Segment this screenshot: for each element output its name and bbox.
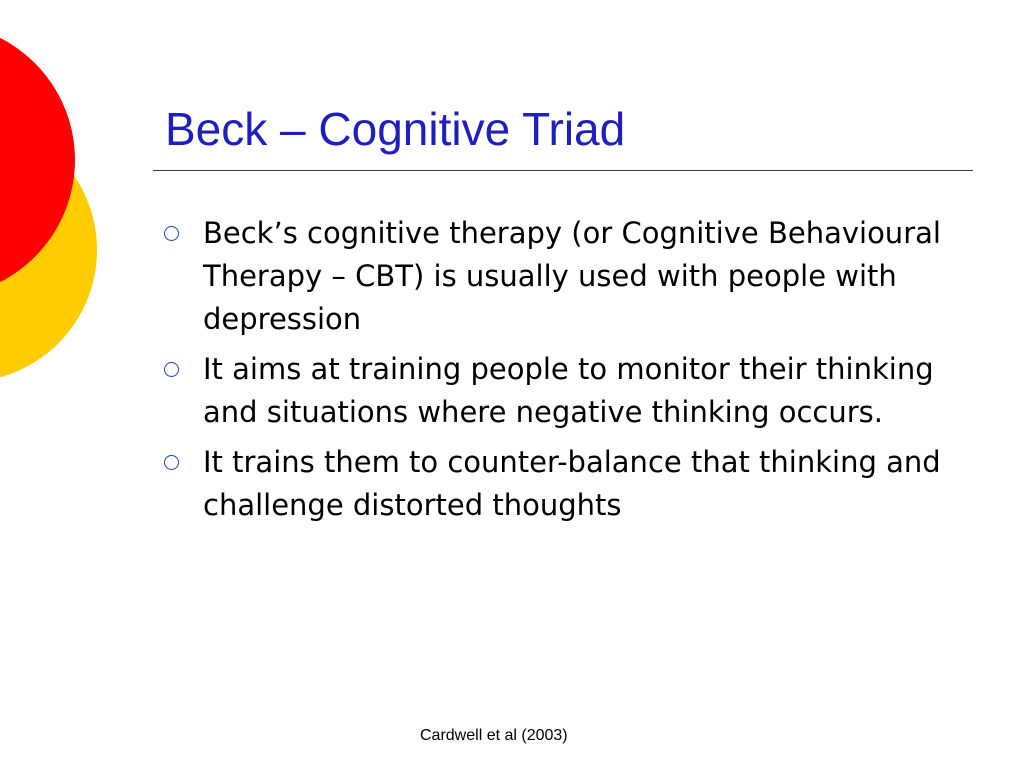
hollow-circle-icon — [164, 226, 179, 241]
bullet-list — [160, 212, 990, 534]
bullet-text: Beck’s cognitive therapy (or Cognitive Behavioural Therapy – CBT) is usually used with people with depression — [203, 216, 941, 336]
hollow-circle-icon — [164, 362, 179, 377]
bullet-item — [160, 212, 990, 341]
citation: Cardwell et al (2003) — [420, 727, 568, 744]
hollow-circle-icon — [164, 455, 179, 470]
bullet-item — [160, 441, 990, 527]
decorative-circles — [0, 0, 110, 410]
bullet-text: It trains them to counter-balance that thinking and challenge distorted thoughts — [203, 445, 941, 522]
bullet-text: It aims at training people to monitor their thinking and situations where negative thinking occurs. — [203, 352, 934, 429]
bullet-item — [160, 348, 990, 434]
title-divider — [153, 170, 973, 171]
slide-title: Beck – Cognitive Triad — [165, 103, 626, 155]
